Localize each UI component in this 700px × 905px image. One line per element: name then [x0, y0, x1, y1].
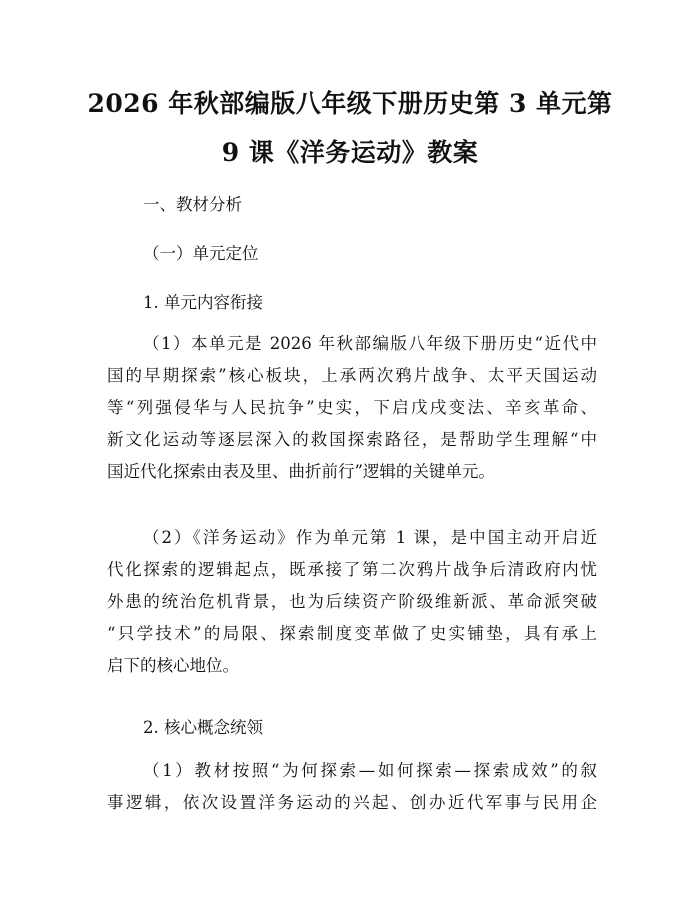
paragraph-line: 国的早期探索”核心板块，上承两次鸦片战争、太平天国运动	[107, 366, 597, 385]
paragraph-line: 代化探索的逻辑起点，既承接了第二次鸦片战争后清政府内忧	[107, 560, 597, 579]
paragraph-line: （1）教材按照“为何探索—如何探索—探索成效”的叙	[143, 761, 597, 780]
paragraph-unit-content	[107, 328, 597, 488]
paragraph-line: 外患的统治危机背景，也为后续资产阶级维新派、革命派突破	[107, 592, 597, 611]
paragraph-line: 事逻辑，依次设置洋务运动的兴起、创办近代军事与民用企	[107, 793, 597, 812]
paragraph-line: 等“列强侵华与人民抗争”史实，下启戊戌变法、辛亥革命、	[107, 398, 597, 417]
paragraph-lesson-role	[107, 522, 597, 682]
paragraph-line: （2）《洋务运动》作为单元第 1 课，是中国主动开启近	[143, 528, 597, 547]
subsection-heading-unit-positioning: （一）单元定位	[143, 244, 259, 263]
paragraph-narrative-logic	[107, 755, 597, 819]
item-heading-unit-content: 1. 单元内容衔接	[143, 293, 263, 312]
paragraph-line: 启下的核心地位。	[107, 656, 239, 675]
paragraph-line: 国近代化探索由表及里、曲折前行”逻辑的关键单元。	[107, 462, 495, 481]
paragraph-line: 新文化运动等逐层深入的救国探索路径，是帮助学生理解“中	[107, 430, 597, 449]
document-title-line-2: 9 课《洋务运动》教案	[221, 138, 479, 167]
section-heading-textbook-analysis: 一、教材分析	[143, 195, 242, 214]
paragraph-line: （1）本单元是 2026 年秋部编版八年级下册历史“近代中	[143, 334, 597, 353]
paragraph-line: “只学技术”的局限、探索制度变革做了史实铺垫，具有承上	[107, 624, 597, 643]
item-heading-core-concept: 2. 核心概念统领	[143, 718, 263, 737]
document-title-line-1: 2026 年秋部编版八年级下册历史第 3 单元第	[87, 89, 613, 118]
